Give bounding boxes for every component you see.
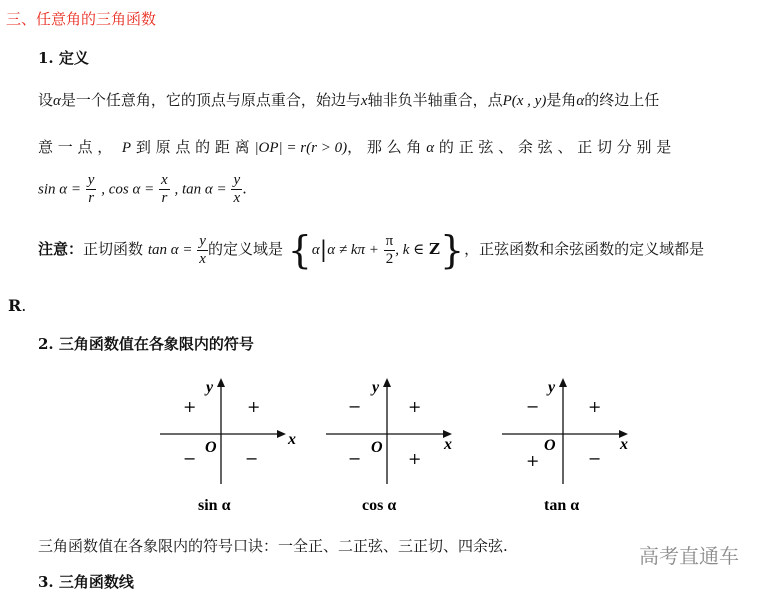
x-label: x — [288, 431, 296, 448]
origin-label: O — [205, 439, 217, 456]
trig-definitions: sin α = $\frac{y}{r}$ , cos α = $\frac{x}{r}$ , tan α = $\frac{y}{x}$ . — [38, 172, 247, 206]
sign-mnemonic: 三角函数值在各象限内的符号口诀：一全正、二正弦、三正切、四余弦. — [38, 537, 508, 555]
quadrant-4-sign: + — [408, 449, 422, 468]
quadrant-2-sign: + — [183, 397, 197, 416]
definition-line-1: 设α是一个任意角，它的顶点与原点重合，始边与x轴非负半轴重合，点P(x , y)是角α的终边上任 — [38, 91, 660, 109]
quadrant-1-sign: + — [588, 397, 602, 416]
domain-R: R. — [8, 296, 27, 315]
y-label: y — [372, 379, 380, 396]
x-label: x — [620, 436, 628, 453]
x-axis-arrow-icon — [277, 430, 286, 438]
y-axis-arrow-icon — [383, 378, 391, 387]
diagram-label: sin α — [198, 497, 231, 514]
diagram-label: cos α — [362, 497, 397, 514]
heading-trig-lines: 3. 三角函数线 — [38, 573, 134, 591]
y-axis-arrow-icon — [217, 378, 225, 387]
heading-definition: 1. 定义 — [38, 49, 89, 67]
origin-label: O — [544, 437, 556, 454]
watermark: 高考直通车 — [639, 544, 739, 568]
diagram-label: tan α — [544, 497, 580, 514]
quadrant-2-sign: − — [348, 397, 362, 416]
heading-signs: 2. 三角函数值在各象限内的符号 — [38, 335, 254, 353]
tan-sign-diagram — [492, 372, 637, 517]
quadrant-1-sign: + — [247, 397, 261, 416]
quadrant-2-sign: − — [526, 397, 540, 416]
definition-line-2: 意 一 点 ， P 到 原 点 的 距 离 |OP| = r(r > 0)， 那 么 角 α 的 正 弦 、 余 弦 、 正 切 分 别 是 — [38, 138, 672, 156]
note-line: 注意：正切函数 tan α = $\frac{y}{x}$ 的定义域是 {α|α ≠ kπ + $\frac{\pi}{2}$ , k ∈ Z}，正弦函数和余弦函数的定义域都是 — [38, 228, 705, 272]
quadrant-4-sign: − — [588, 449, 602, 468]
quadrant-4-sign: − — [245, 449, 259, 468]
quadrant-3-sign: + — [526, 451, 540, 470]
quadrant-3-sign: − — [183, 449, 197, 468]
origin-label: O — [371, 439, 383, 456]
quadrant-1-sign: + — [408, 397, 422, 416]
section-title: 三、任意角的三角函数 — [6, 10, 157, 28]
quadrant-3-sign: − — [348, 449, 362, 468]
y-label: y — [548, 379, 556, 396]
sin-sign-diagram — [150, 372, 295, 517]
y-label: y — [206, 379, 214, 396]
y-axis-arrow-icon — [559, 378, 567, 387]
cos-sign-diagram — [316, 372, 461, 517]
x-label: x — [444, 436, 452, 453]
